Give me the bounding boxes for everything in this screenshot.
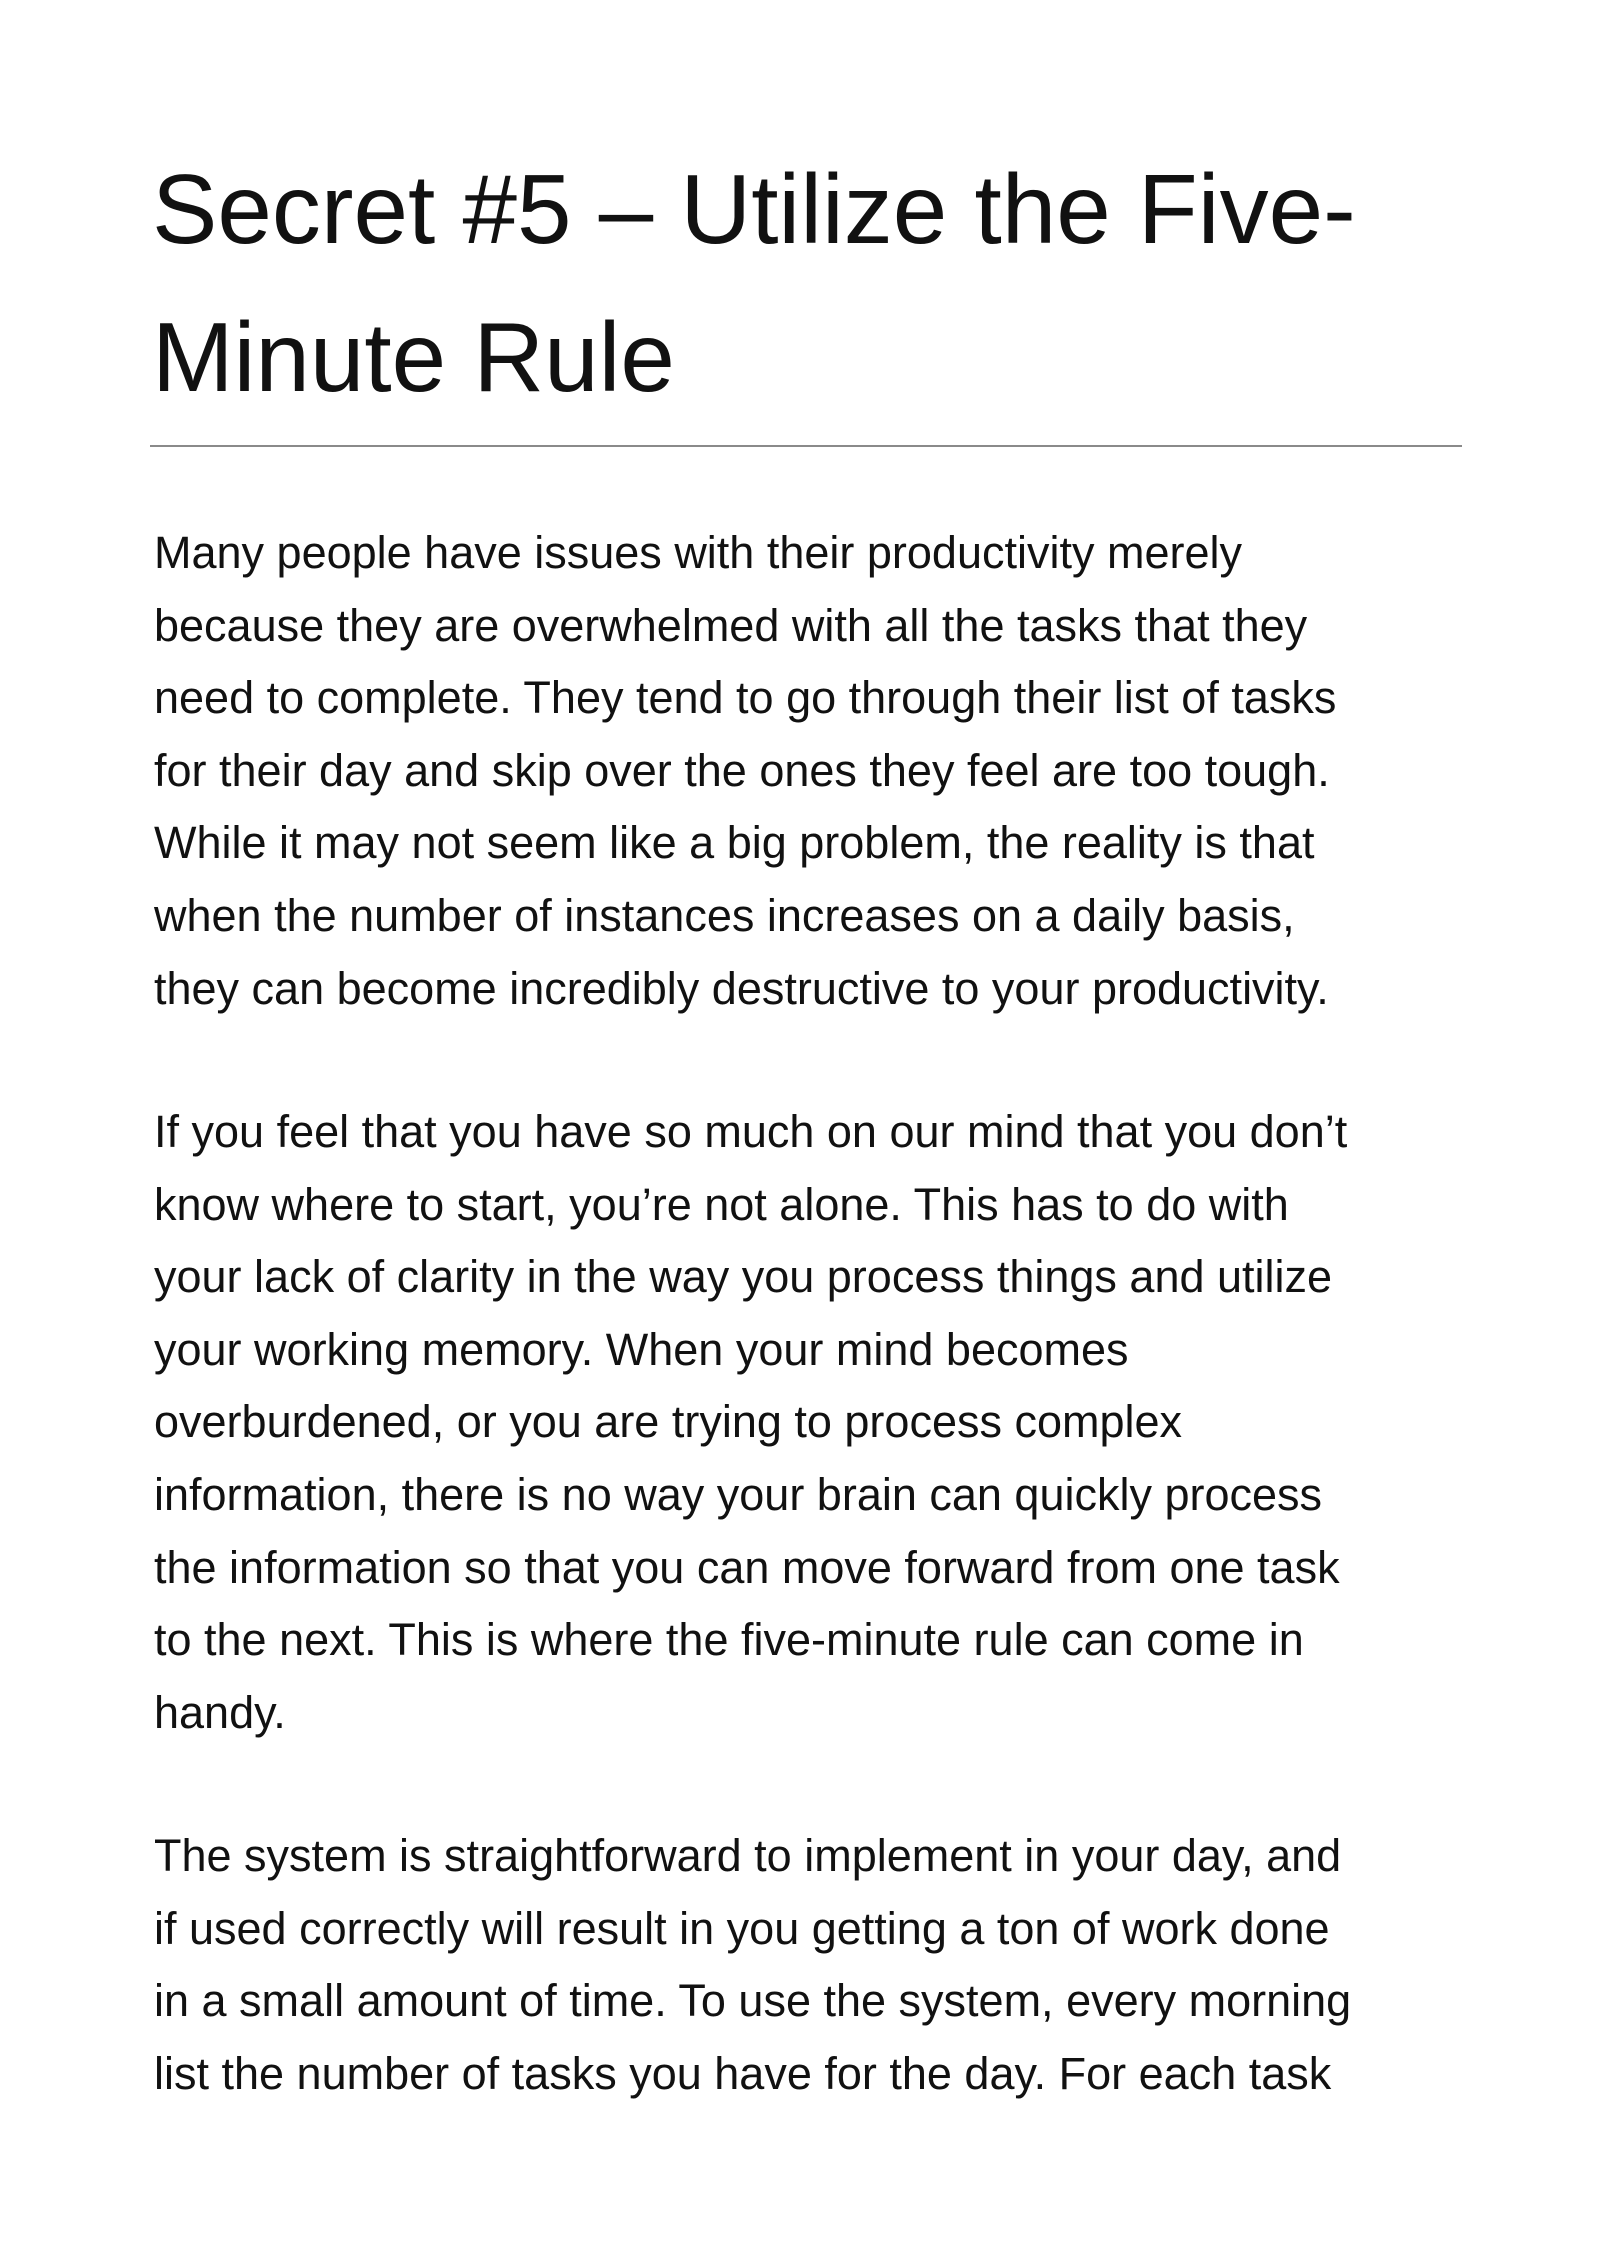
paragraph-3 xyxy=(154,1820,1474,2110)
text-line: they can become incredibly destructive to your productivity. xyxy=(154,962,1329,1014)
title-line: Secret #5 – Utilize the Five- xyxy=(152,154,1356,264)
text-line: list the number of tasks you have for the day. For each task xyxy=(154,2047,1332,2099)
text-line: need to complete. They tend to go through their list of tasks xyxy=(154,672,1337,724)
text-line: The system is straightforward to implement in your day, and xyxy=(154,1830,1342,1881)
paragraph-1 xyxy=(154,517,1474,1025)
text-line: if used correctly will result in you getting a ton of work done xyxy=(154,1902,1330,1954)
text-line: the information so that you can move forward from one task xyxy=(154,1541,1340,1593)
text-line: While it may not seem like a big problem, the reality is that xyxy=(154,817,1315,869)
text-line: to the next. This is where the five-minute rule can come in xyxy=(154,1614,1304,1666)
paragraph-2 xyxy=(154,1096,1474,1749)
text-line: your lack of clarity in the way you process things and utilize xyxy=(154,1251,1333,1303)
text-line: If you feel that you have so much on our mind that you don’t xyxy=(154,1106,1348,1157)
text-line: information, there is no way your brain can quickly process xyxy=(154,1468,1323,1520)
text-line: overburdened, or you are trying to process complex xyxy=(154,1396,1183,1448)
title-line: Minute Rule xyxy=(152,302,675,412)
text-line: because they are overwhelmed with all the tasks that they xyxy=(154,599,1308,651)
text-line: when the number of instances increases on a daily basis, xyxy=(154,889,1295,941)
text-line: Many people have issues with their productivity merely xyxy=(154,527,1242,578)
title-divider xyxy=(150,445,1462,447)
page-title xyxy=(152,135,1452,431)
text-line: handy. xyxy=(154,1686,286,1738)
text-line: your working memory. When your mind becomes xyxy=(154,1323,1129,1375)
text-line: in a small amount of time. To use the system, every morning xyxy=(154,1975,1352,2027)
text-line: for their day and skip over the ones they feel are too tough. xyxy=(154,744,1330,796)
text-line: know where to start, you’re not alone. This has to do with xyxy=(154,1178,1289,1230)
